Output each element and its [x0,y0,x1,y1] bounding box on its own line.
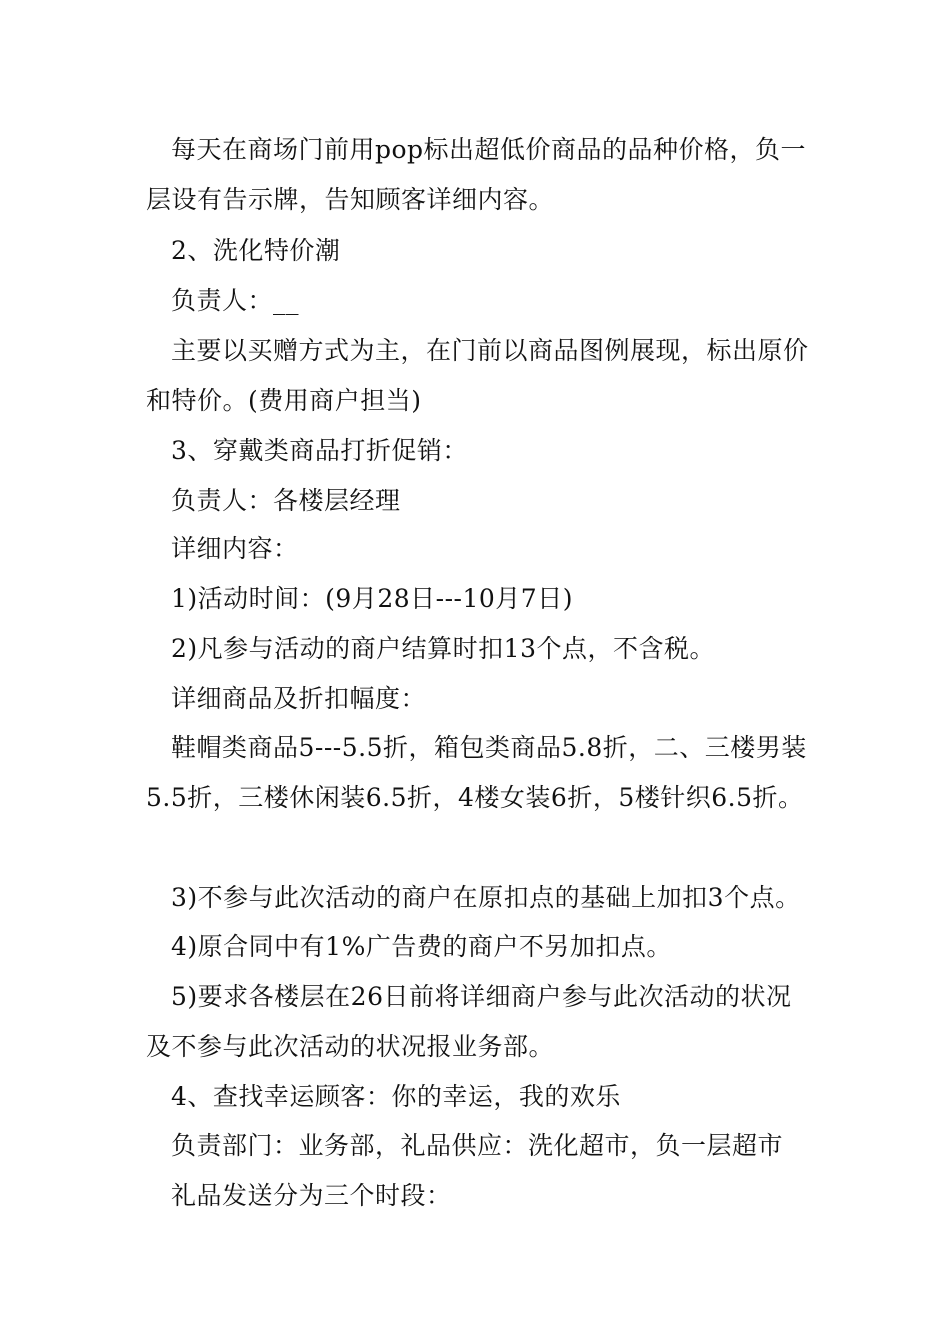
paragraph-discount-details: 鞋帽类商品5---5.5折，箱包类商品5.8折，二、三楼男装5.5折，三楼休闲装6.5折，4楼女装6折，5楼针织6.5折。 [146,733,807,812]
list-item-activity-time: 1)活动时间：(9月28日---10月7日) [171,584,573,613]
heading-apparel-discount: 3、穿戴类商品打折促销： [171,436,468,465]
list-item-report-requirement: 5)要求各楼层在26日前将详细商户参与此次活动的状况及不参与此次活动的状况报业务部。 [146,982,792,1061]
list-item-settlement-deduction: 2)凡参与活动的商户结算时扣13个点，不含税。 [171,634,715,663]
paragraph-pop-display: 每天在商场门前用pop标出超低价商品的品种价格，负一层设有告示牌，告知顾客详细内容。 [146,135,807,214]
paragraph-details-label: 详细内容： [171,534,299,563]
paragraph-discount-range-label: 详细商品及折扣幅度： [171,684,427,713]
paragraph-gift-method: 主要以买赠方式为主，在门前以商品图例展现，标出原价和特价。(费用商户担当) [146,336,809,415]
paragraph-responsible-person: 负责人：__ [171,286,300,315]
list-item-ad-fee: 4)原合同中有1%广告费的商户不另加扣点。 [171,932,672,961]
paragraph-floor-managers: 负责人：各楼层经理 [171,486,401,515]
paragraph-responsible-department: 负责部门：业务部，礼品供应：洗化超市，负一层超市 [171,1131,784,1160]
paragraph-gift-periods: 礼品发送分为三个时段： [171,1181,452,1210]
list-item-non-participants: 3)不参与此次活动的商户在原扣点的基础上加扣3个点。 [171,883,801,912]
heading-cosmetics-sale: 2、洗化特价潮 [171,236,341,265]
heading-lucky-customer: 4、查找幸运顾客：你的幸运，我的欢乐 [171,1082,621,1111]
